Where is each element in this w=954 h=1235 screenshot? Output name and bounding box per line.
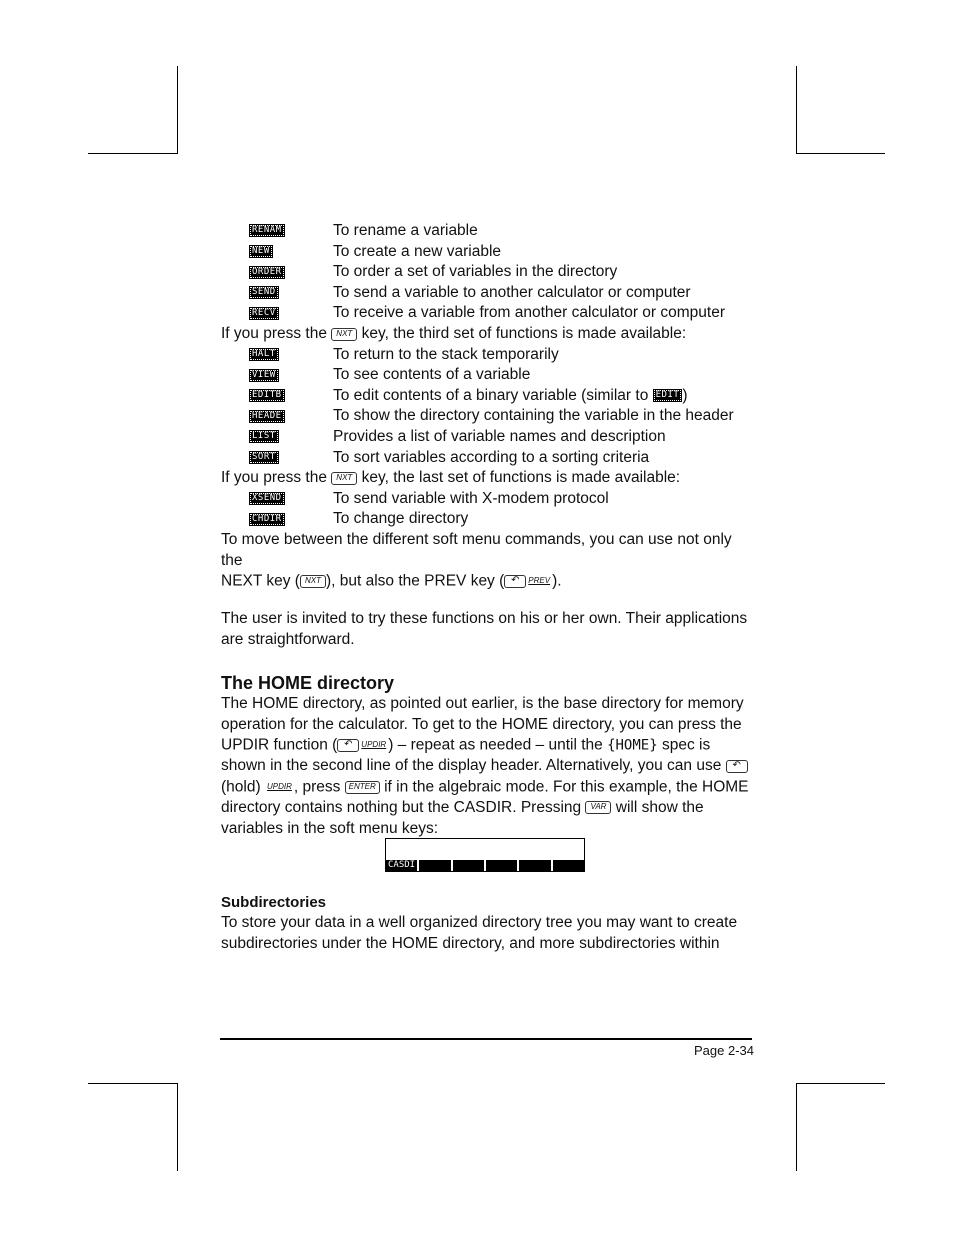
var-key-icon: VAR	[585, 801, 611, 814]
nxt-key-icon: NXT	[331, 328, 357, 341]
softkey-recv: RECV	[249, 307, 279, 320]
softkey-halt: HALT	[249, 348, 279, 361]
subdir-section	[221, 893, 751, 954]
left-shift-key-icon: ↶	[726, 760, 748, 773]
home-spec: {HOME}	[607, 737, 658, 754]
paragraph-text: (hold)	[221, 778, 261, 796]
next-intro-line	[221, 468, 751, 489]
softkey-empty	[553, 860, 584, 871]
paragraph-text: ).	[552, 572, 562, 590]
paragraph-text: if in the algebraic mode. For this example, the HOME directory contains nothing but the CASDIR. Pressing	[221, 778, 749, 817]
function-desc: To send a variable to another calculator or computer	[333, 283, 691, 301]
softkey-editb: EDITB	[249, 389, 285, 402]
intro-text: If you press the	[221, 324, 327, 342]
paragraph-text: , press	[293, 778, 341, 796]
next-intro-line	[221, 324, 751, 345]
footer-rule	[220, 1038, 752, 1040]
function-row	[221, 365, 751, 386]
paragraph-text: ) – repeat as needed – until the	[388, 736, 603, 754]
function-list-set-2	[221, 221, 751, 324]
intro-text: If you press the	[221, 469, 327, 487]
move-paragraph	[221, 530, 751, 592]
function-desc: To order a set of variables in the directory	[333, 263, 618, 281]
softkey-heade: HEADE	[249, 410, 285, 423]
softkey-empty	[419, 860, 450, 871]
paragraph-text: ), but also the PREV key (	[325, 572, 505, 590]
left-shift-key-icon: ↶	[504, 575, 526, 588]
paragraph-text: The HOME directory, as pointed out earlier, is the base directory for memory operation for the calculator. To get to the HOME directory, you can press the UPDIR function (	[221, 695, 744, 754]
paragraph-text: will show the variables in the soft menu keys:	[221, 799, 704, 837]
function-list-set-4	[221, 489, 751, 530]
function-desc: To return to the stack temporarily	[333, 345, 559, 363]
function-row	[221, 283, 751, 304]
softkey-chdir: CHDIR	[249, 513, 285, 526]
softkey-renam: RENAM	[249, 224, 285, 237]
paragraph-text: To move between the different soft menu commands, you can use not only the	[221, 530, 732, 569]
crop-mark	[796, 1083, 885, 1084]
function-row	[221, 303, 751, 324]
function-row	[221, 427, 751, 448]
updir-key-label: UPDIR	[361, 740, 387, 750]
function-row	[221, 509, 751, 530]
softkey-new: NEW	[249, 245, 273, 258]
softkey-empty	[453, 860, 484, 871]
home-paragraph	[221, 694, 751, 839]
page-content	[221, 221, 751, 839]
function-row	[221, 406, 751, 427]
function-desc-text: To edit contents of a binary variable (similar to	[333, 386, 649, 404]
function-row	[221, 345, 751, 366]
crop-mark	[177, 1083, 178, 1171]
function-row	[221, 242, 751, 263]
softkey-order: ORDER	[249, 266, 285, 279]
paragraph-text: spec is shown in the second line of the display header. Alternatively, you can use	[221, 736, 722, 775]
function-row	[221, 262, 751, 283]
crop-mark	[796, 153, 885, 154]
softkey-list: LIST	[249, 430, 279, 443]
calculator-screen	[385, 838, 585, 872]
left-shift-key-icon: ↶	[337, 739, 359, 752]
softkey-send: SEND	[249, 286, 279, 299]
invite-paragraph: The user is invited to try these functions on his or her own. Their applications are straightforward.	[221, 610, 748, 648]
updir-key-label: UPDIR	[266, 782, 292, 792]
softkey-sort: SORT	[249, 451, 279, 464]
function-desc	[333, 386, 751, 407]
function-desc: To receive a variable from another calculator or computer	[333, 304, 725, 322]
page-number: Page 2-34	[694, 1043, 754, 1058]
function-row	[221, 489, 751, 510]
crop-mark	[88, 1083, 177, 1084]
function-desc: To show the directory containing the variable in the header	[333, 407, 734, 425]
nxt-key-icon: NXT	[331, 472, 357, 485]
softkey-empty	[486, 860, 517, 871]
soft-menu-bar	[386, 860, 584, 871]
enter-key-icon: ENTER	[345, 781, 380, 794]
softkey-casdir: CASDI	[386, 860, 417, 871]
function-desc: To create a new variable	[333, 242, 502, 260]
function-desc: To send variable with X-modem protocol	[333, 489, 609, 507]
function-desc: To see contents of a variable	[333, 366, 531, 384]
intro-text: key, the third set of functions is made available:	[361, 324, 687, 342]
nxt-key-icon: NXT	[300, 575, 326, 588]
subdir-paragraph: To store your data in a well organized directory tree you may want to create subdirectories under the HOME directory, and more subdirectories within	[221, 914, 738, 952]
function-row	[221, 386, 751, 407]
function-desc: To change directory	[333, 510, 469, 528]
crop-mark	[177, 66, 178, 154]
section-heading: The HOME directory	[221, 673, 395, 694]
function-list-set-3	[221, 345, 751, 469]
paragraph-text: NEXT key (	[221, 572, 300, 590]
crop-mark	[796, 1083, 797, 1171]
function-desc-end: )	[682, 386, 688, 404]
intro-text: key, the last set of functions is made available:	[361, 469, 681, 487]
function-row	[221, 448, 751, 469]
prev-key-label: PREV	[528, 576, 551, 586]
softkey-xsend: XSEND	[249, 492, 285, 505]
function-desc: Provides a list of variable names and description	[333, 427, 666, 445]
crop-mark	[796, 66, 797, 154]
softkey-view: VIEW	[249, 369, 279, 382]
function-desc: To rename a variable	[333, 222, 478, 239]
crop-mark	[88, 153, 177, 154]
function-row	[221, 221, 751, 242]
function-desc: To sort variables according to a sorting criteria	[333, 448, 650, 466]
subsection-heading: Subdirectories	[221, 894, 327, 911]
softkey-empty	[519, 860, 550, 871]
softkey-edit: EDIT	[653, 389, 683, 402]
